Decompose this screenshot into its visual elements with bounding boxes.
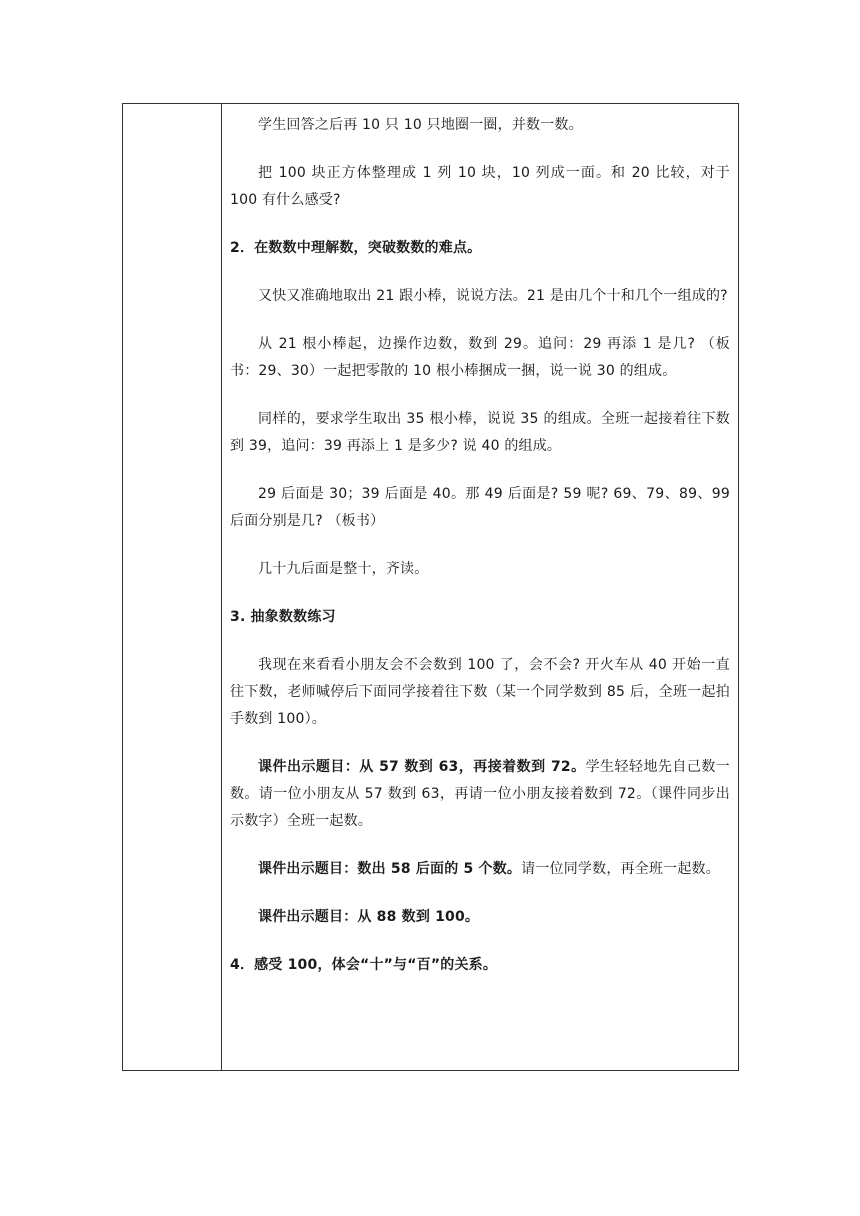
- section-heading-3: 3. 抽象数数练习: [230, 609, 336, 625]
- paragraph: 我现在来看看小朋友会不会数到 100 了，会不会? 开火车从 40 开始一直往下数，老师喊停后下面同学接着往下数（某一个同学数到 85 后，全班一起拍手数到 100）。: [230, 657, 730, 727]
- task-instructions: 请一位同学数，再全班一起数。: [521, 861, 720, 877]
- section-heading-2: 2．在数数中理解数，突破数数的难点。: [230, 240, 482, 256]
- paragraph: 几十九后面是整十，齐读。: [258, 561, 429, 577]
- paragraph: 又快又准确地取出 21 跟小棒，说说方法。21 是由几个十和几个一组成的?: [258, 288, 728, 304]
- paragraph: 从 21 根小棒起，边操作边数，数到 29。追问：29 再添 1 是几? （板书：29、30）一起把零散的 10 根小棒捆成一捆，说一说 30 的组成。: [230, 336, 730, 379]
- paragraph: [230, 856, 730, 883]
- paragraph: 29 后面是 30；39 后面是 40。那 49 后面是? 59 呢? 69、79、89、99 后面分别是几? （板书）: [230, 486, 730, 529]
- paragraph: 同样的，要求学生取出 35 根小棒，说说 35 的组成。全班一起接着往下数到 39，追问：39 再添上 1 是多少? 说 40 的组成。: [230, 411, 730, 454]
- lesson-content-cell: [230, 112, 730, 979]
- task-instructions: 学生轻轻地先自己数一数。请一位小朋友从 57 数到 63，再请一位小朋友接着数到 72。（课件同步出示数字）全班一起数。: [230, 759, 731, 829]
- task-prompt: 课件出示题目：从 57 数到 63，再接着数到 72。: [258, 759, 586, 775]
- paragraph: 把 100 块正方体整理成 1 列 10 块，10 列成一面。和 20 比较，对于 100 有什么感受?: [230, 165, 730, 208]
- task-prompt: 课件出示题目：数出 58 后面的 5 个数。: [258, 861, 522, 877]
- task-prompt: 课件出示题目：从 88 数到 100。: [258, 909, 480, 925]
- paragraph: [230, 904, 730, 931]
- paragraph: [230, 754, 730, 835]
- section-heading-4: 4．感受 100，体会“十”与“百”的关系。: [230, 957, 498, 973]
- table-column-divider: [221, 103, 222, 1071]
- paragraph: 学生回答之后再 10 只 10 只地圈一圈，并数一数。: [258, 117, 583, 133]
